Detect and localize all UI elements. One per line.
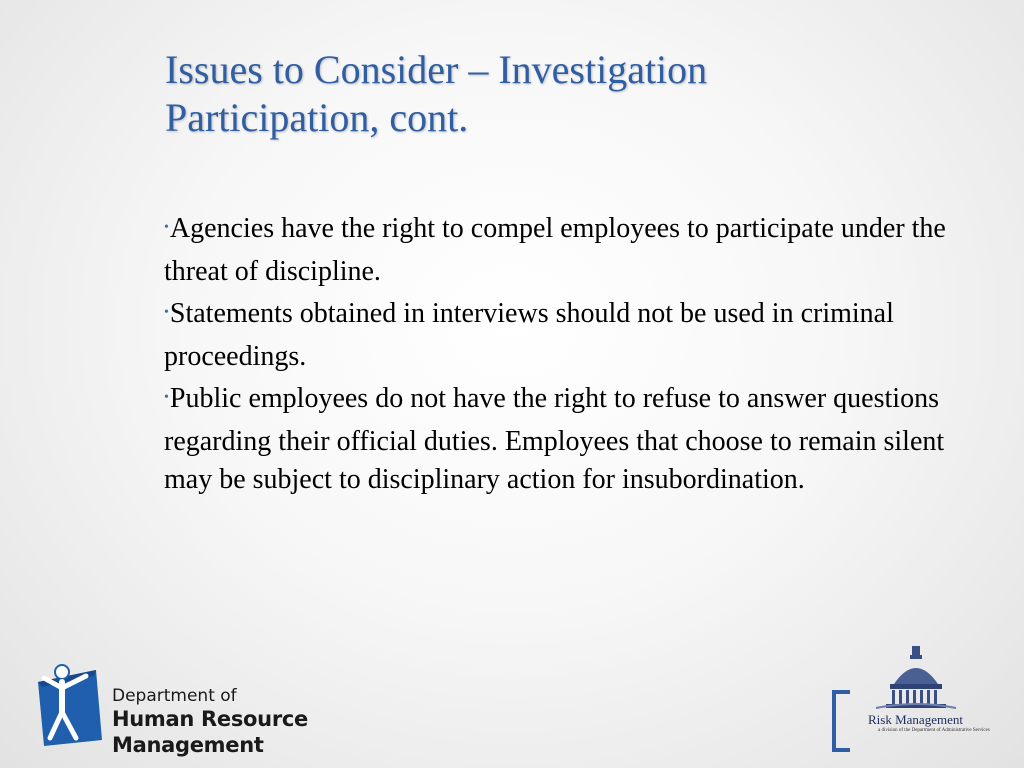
bullet-text: Agencies have the right to compel employees to participate under the threat of discipline. [164, 213, 946, 287]
bullet-item [164, 380, 964, 499]
bullet-icon: • [164, 390, 169, 405]
bullet-text: Public employees do not have the right to refuse to answer questions regarding their official duties. Employees that choose to remain silent may be subject to disciplinary action for insubordination. [164, 383, 945, 495]
bullet-list [164, 210, 964, 503]
logo-bracket [832, 690, 850, 752]
risk-management-logo [826, 642, 1006, 752]
bullet-item [164, 210, 964, 291]
capitol-dome-icon [856, 642, 976, 722]
bullet-text: Statements obtained in interviews should not be used in criminal proceedings. [164, 298, 894, 372]
dhrm-logo [32, 660, 402, 757]
bullet-icon: • [164, 220, 169, 235]
dhrm-line2: Human Resource Management [112, 707, 308, 757]
slide-title: Issues to Consider – Investigation Participation, cont. [165, 47, 708, 140]
person-figure-icon [32, 660, 104, 748]
risk-management-subtitle: a division of the Department of Administrative Services [878, 728, 990, 733]
dhrm-line1: Department of [112, 686, 237, 706]
dhrm-wordmark [112, 686, 402, 758]
bullet-item [164, 295, 964, 376]
risk-management-name: Risk Management [868, 712, 963, 727]
bullet-icon: • [164, 305, 169, 320]
